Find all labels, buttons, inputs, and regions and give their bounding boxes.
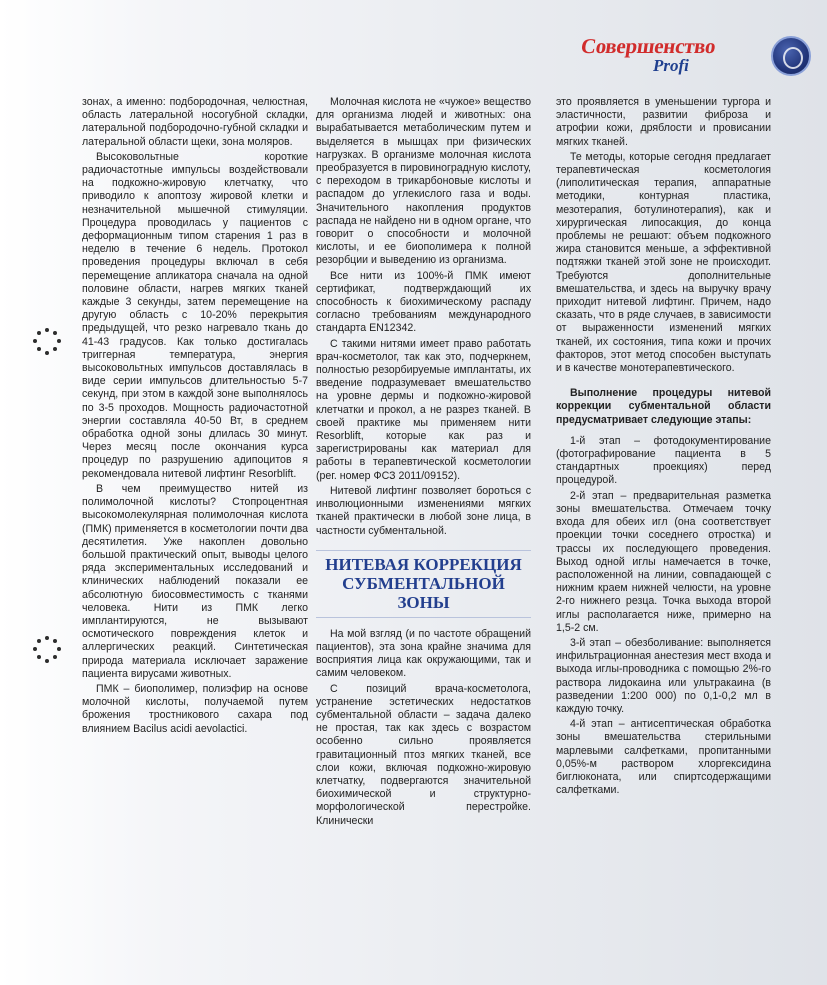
paragraph: это проявляется в уменьшении тургора и эластичности, развитии фиброза и атрофии кожи, дряблости и провисании мягких тканей. (556, 96, 771, 148)
steps-heading: Выполнение процедуры нитевой коррекции субментальной области предусматривает следующие этапы: (556, 387, 771, 426)
text-column-1 (82, 96, 308, 736)
paragraph: ПМК – биополимер, полиэфир на основе молочной кислоты, получаемой путем брожения тростникового сахара под влиянием Bacilus acidi aevolactici. (82, 682, 308, 735)
text-column-2 (316, 96, 531, 828)
paragraph: На мой взгляд (и по частоте обращений пациентов), эта зона крайне значима для восприятия лица как окружающими, так и самим человеком. (316, 627, 531, 680)
paragraph: Все нити из 100%-й ПМК имеют сертификат, подтверждающий их способность к биохимическому распаду согласно требованиям международного стандарта EN12342. (316, 269, 531, 335)
paragraph: В чем преимущество нитей из полимолочной кислоты? Стопроцентная высокомолекулярная полимолочная кислота (ПМК) применяется в косметологии почти два десятилетия. Уже накоплен довольно большой практический опыт, выводы целого ряда экспериментальных исследований и клинических наблюдений показали ее абсолютную биосовместимость с тканями человека. Нити из ПМК легко имплантируются, не вызывают осмотического повреждения клеток и аллергических реакций. Синтетическая природа материала исключает заражение пациента вирусами животных. (82, 482, 308, 680)
paragraph: Те методы, которые сегодня предлагает терапевтическая косметология (липолитическая терапия, аппаратные методики, контурная пластика, мезотерапия, ботулинотерапия), как и хирургическая липосакция, до конца проблемы не решают: объем подкожного жира становится меньше, а эффективной подтяжки тканей этой зоне не происходит. Требуются дополнительные вмешательства, и здесь на выручку врачу приходит нитевой лифтинг. Причем, надо сказать, что в ряде случаев, в зависимости от выраженности изменений мягких тканей, их состояния, типа кожи и прочих факторов, этот метод способен выступать и в качестве монотерапевтического. (556, 150, 771, 375)
section-heading: НИТЕВАЯ КОРРЕКЦИЯ СУБМЕНТАЛЬНОЙ ЗОНЫ (316, 550, 531, 618)
journal-emblem-icon (771, 36, 811, 76)
decorative-dots-icon (33, 636, 61, 664)
paragraph: Нитевой лифтинг позволяет бороться с инволюционными изменениями мягких тканей практически в любой зоне лица, в частности субментальной. (316, 484, 531, 537)
paragraph: Высоковольтные короткие радиочастотные импульсы воздействовали на подкожно-жировую клетчатку, что приводило к апоптозу жировой клетки и незначительной мышечной стимуляции. Процедура проводилась у пациентов с деформационным типом старения 1 раз в неделю в течение 6 недель. Протокол проведения процедуры включал в себя перемещение апликатора сначала на одной половине области, нагрев мягких тканей каждые 3 секунды, затем перемещение на другую область с 10-20% перекрытия предыдущей, что резко нагревало ткань до 41-43 градусов. Как только достигалась триггерная температура, энергия высоковольтных импульсов доставлялась в виде серии импульсов длительностью 5-7 секунд, при этом в каждой зоне выполнялось по 3-5 проходов. Мощность радиочастотной энергии составляла 40-50 Вт, в среднем обработка одной зоны длилась 30 минут. Через месяц после окончания курса процедур по разрушению адипоцитов я рекомендовала нитевой лифтинг Resorblift. (82, 150, 308, 480)
paragraph: зонах, а именно: подбородочная, челюстная, область латеральной носогубной складки, латеральной подбородочно-губной складки и латеральной области щеки, зона моляров. (82, 96, 308, 148)
step-paragraph: 2-й этап – предварительная разметка зоны вмешательства. Отмечаем точку входа для обеих игл (она соответствует проекции точки соседнего отростка) и трассы их последующего проведения. Выход одной иглы намечается в точке, расположенной на линии, совпадающей с нижним краем нижней челюсти, на уровне 2-го нижнего резца. Точка выхода второй иглы располагается ниже, примерно на 1,5-2 см. (556, 489, 771, 634)
logo-subtitle: Profi (653, 56, 689, 75)
paragraph: Молочная кислота не «чужое» вещество для организма людей и животных: она вырабатывается метаболическим путем и выделяется в мышцах при физических нагрузках. В организме молочная кислота преобразуется в пировиноградную кислоту, с переходом в трикарбоновые кислоты и распадом до углекислого газа и воды. Значительного накопления продуктов распада не найдено ни в одном органе, что говорит о способности и молочной кислоты, и ее биополимера к полной резорбции и выведению из организма. (316, 96, 531, 267)
decorative-dots-icon (33, 328, 61, 356)
paragraph: С такими нитями имеет право работать врач-косметолог, так как это, подчеркнем, полностью резорбируемые имплантаты, их введение подразумевает вмешательство на уровне дермы и подкожно-жировой клетчатки и прокол, а не разрез тканей. В своей практике мы применяем нити Resorblift, которые как раз и зарегистрированы как материал для работы в терапевтической косметологии (рег. номер ФСЗ 2011/09152). (316, 337, 531, 482)
step-paragraph: 1-й этап – фотодокументирование (фотографирование пациента в 5 стандартных проекциях) перед процедурой. (556, 434, 771, 487)
step-paragraph: 3-й этап – обезболивание: выполняется инфильтрационная анестезия мест входа и выхода иглы-проводника с помощью 2%-го раствора лидокаина или ультракаина (в разведении 1:200 000) по 0,1-0,2 мл в каждую точку. (556, 636, 771, 715)
text-column-3 (556, 96, 771, 797)
paragraph: С позиций врача-косметолога, устранение эстетических недостатков субментальной области – задача далеко не простая, так как здесь с возрастом особенно сильно проявляется гравитационный птоз мягких тканей, все слои кожи, включая подкожно-жировую клетчатку, подвергаются значительной биохимической и структурно-морфологической перестройке. Клинически (316, 682, 531, 827)
logo-title: Совершенство (579, 34, 718, 58)
magazine-logo (581, 32, 811, 92)
step-paragraph: 4-й этап – антисептическая обработка зоны вмешательства стерильными марлевыми салфетками, пропитанными 0,05%-м раствором хлоргексидина биглюконата, или спиртсодержащими салфетками. (556, 718, 771, 797)
